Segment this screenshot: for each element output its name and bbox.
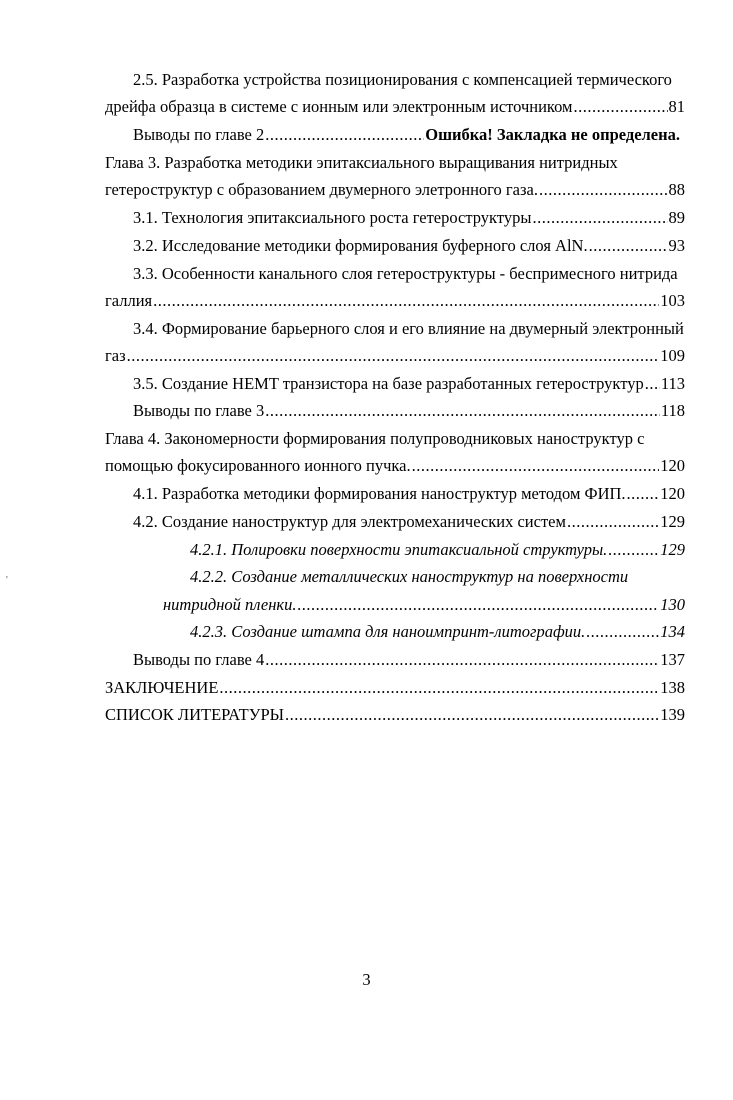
toc-entry-text: Выводы по главе 2 xyxy=(133,125,265,144)
dot-leader xyxy=(285,703,659,727)
toc-entry-4-1[interactable] xyxy=(133,482,685,506)
toc-page-number: 88 xyxy=(668,180,685,199)
toc-page-number: 129 xyxy=(660,512,685,531)
toc-entry-text: помощью фокусированного ионного пучка. xyxy=(105,456,411,475)
toc-entry-text: 3.2. Исследование методики формирования буферного слоя AlN. xyxy=(133,236,588,255)
toc-entry-text: газ xyxy=(105,346,126,365)
toc-page-number: 137 xyxy=(660,650,685,669)
toc-entry-conclusion[interactable] xyxy=(105,676,685,700)
toc-page-number: 93 xyxy=(668,236,685,255)
toc-page-number: 81 xyxy=(668,97,685,116)
margin-mark: ' xyxy=(6,575,8,586)
dot-leader xyxy=(573,95,667,119)
toc-page-number: 134 xyxy=(660,622,685,641)
toc-entry-2-5-line1: 2.5. Разработка устройства позиционирования с компенсацией термического xyxy=(133,70,672,89)
toc-page-number: 89 xyxy=(668,208,685,227)
toc-entry-text: 3.5. Создание HEMT транзистора на базе разработанных гетероструктур xyxy=(133,374,644,393)
toc-entry-4-2-2-line1: 4.2.2. Создание металлических наноструктур на поверхности xyxy=(190,567,629,586)
toc-entry-text: ЗАКЛЮЧЕНИЕ xyxy=(105,678,219,697)
dot-leader xyxy=(532,206,667,230)
toc-entry-ch2-conclusion[interactable] xyxy=(133,123,680,147)
toc-entry-ch4-conclusion[interactable] xyxy=(133,648,685,672)
toc-chapter-4-line1: Глава 4. Закономерности формирования полупроводниковых наноструктур с xyxy=(105,429,645,448)
toc-entry-3-2[interactable] xyxy=(133,234,685,258)
toc-entry-text: СПИСОК ЛИТЕРАТУРЫ xyxy=(105,705,285,724)
toc-entry-text: нитридной пленки. xyxy=(163,595,297,614)
toc-page-number: 118 xyxy=(660,401,685,420)
toc-page-number: 120 xyxy=(660,484,685,503)
toc-entry-text: галлия xyxy=(105,291,153,310)
toc-entry-text: 4.2. Создание наноструктур для электромеханических систем xyxy=(133,512,566,531)
toc-entry-text: Выводы по главе 4 xyxy=(133,650,265,669)
dot-leader xyxy=(265,123,424,147)
dot-leader xyxy=(297,593,659,617)
toc-chapter-3[interactable] xyxy=(105,178,685,202)
toc-entry-4-2[interactable] xyxy=(133,510,685,534)
dot-leader xyxy=(219,676,659,700)
toc-entry-4-2-1[interactable] xyxy=(190,538,685,562)
dot-leader xyxy=(586,620,659,644)
toc-page-number: 109 xyxy=(660,346,685,365)
dot-leader xyxy=(627,482,660,506)
toc-entry-text: гетероструктур с образованием двумерного элетронного газа. xyxy=(105,180,538,199)
dot-leader xyxy=(608,538,659,562)
bookmark-error-text: Ошибка! Закладка не определена. xyxy=(425,125,680,144)
toc-page-number: 138 xyxy=(660,678,685,697)
toc-entry-3-3[interactable] xyxy=(105,289,685,313)
dot-leader xyxy=(567,510,659,534)
dot-leader xyxy=(127,344,660,368)
toc-page-number: 129 xyxy=(660,540,685,559)
toc-page-number: 130 xyxy=(660,595,685,614)
toc-entry-3-4[interactable] xyxy=(105,344,685,368)
toc-entry-3-3-line1: 3.3. Особенности канального слоя гетероструктуры - беспримесного нитрида xyxy=(133,264,678,283)
toc-entry-text: дрейфа образца в системе с ионным или электронным источником xyxy=(105,97,573,116)
toc-entry-3-1[interactable] xyxy=(133,206,685,230)
toc-entry-text: 4.1. Разработка методики формирования наноструктур методом ФИП. xyxy=(133,484,626,503)
dot-leader xyxy=(153,289,659,313)
dot-leader xyxy=(412,454,660,478)
dot-leader xyxy=(539,178,668,202)
toc-entry-4-2-3[interactable] xyxy=(190,620,685,644)
toc-entry-2-5[interactable] xyxy=(105,95,685,119)
dot-leader xyxy=(645,372,660,396)
dot-leader xyxy=(265,648,659,672)
dot-leader xyxy=(265,399,660,423)
toc-entry-text: 3.1. Технология эпитаксиального роста гетероструктуры xyxy=(133,208,532,227)
toc-entry-text: 4.2.1. Полировки поверхности эпитаксиальной структуры. xyxy=(190,540,608,559)
toc-entry-references[interactable] xyxy=(105,703,685,727)
toc-entry-ch3-conclusion[interactable] xyxy=(133,399,685,423)
toc-chapter-3-line1: Глава 3. Разработка методики эпитаксиального выращивания нитридных xyxy=(105,153,618,172)
toc-page-number: 113 xyxy=(660,374,685,393)
dot-leader xyxy=(589,234,668,258)
toc-entry-4-2-2[interactable] xyxy=(163,593,685,617)
toc-entry-text: 4.2.3. Создание штампа для наноимпринт-литографии. xyxy=(190,622,586,641)
toc-entry-3-4-line1: 3.4. Формирование барьерного слоя и его влияние на двумерный электронный xyxy=(133,319,684,338)
toc-entry-3-5[interactable] xyxy=(133,372,685,396)
toc-entry-text: Выводы по главе 3 xyxy=(133,401,265,420)
toc-page-number: 103 xyxy=(660,291,685,310)
toc-page-number: 120 xyxy=(660,456,685,475)
toc-chapter-4[interactable] xyxy=(105,454,685,478)
page-number: 3 xyxy=(362,970,371,989)
toc-page-number: 139 xyxy=(660,705,685,724)
